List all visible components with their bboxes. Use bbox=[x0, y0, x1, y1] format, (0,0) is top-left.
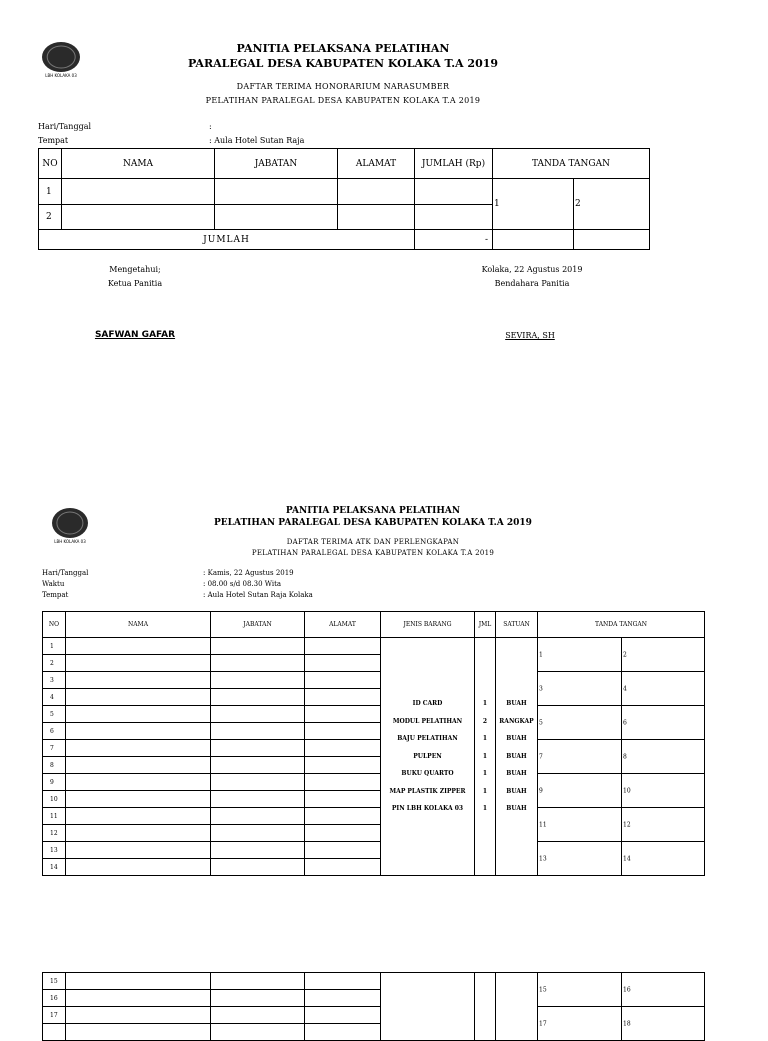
row-no: 15 bbox=[43, 973, 66, 990]
doc2-info-label-date: Hari/Tanggal bbox=[42, 569, 89, 577]
col-alamat: ALAMAT bbox=[338, 149, 415, 179]
item-jenis: MAP PLASTIK ZIPPER bbox=[389, 787, 466, 795]
col-jumlah: JUMLAH (Rp) bbox=[415, 149, 493, 179]
row-no: 2 bbox=[39, 205, 62, 230]
cell-jabatan bbox=[211, 973, 305, 990]
total-sig bbox=[493, 230, 574, 250]
doc1-info-label-place: Tempat bbox=[38, 136, 69, 145]
doc2-info-value-place: : Aula Hotel Sutan Raja Kolaka bbox=[203, 591, 313, 599]
doc2-info-value-date: : Kamis, 22 Agustus 2019 bbox=[203, 569, 294, 577]
col-jenis-barang: JENIS BARANG bbox=[381, 612, 475, 638]
col-jml: JML bbox=[475, 612, 496, 638]
row-no: 6 bbox=[43, 723, 66, 740]
signature-cell: 2 bbox=[574, 179, 650, 230]
cell-alamat bbox=[338, 205, 415, 230]
doc2-subtitle1: DAFTAR TERIMA ATK DAN PERLENGKAPAN bbox=[286, 538, 460, 546]
cell-jabatan bbox=[215, 205, 338, 230]
items-jenis-cell bbox=[381, 638, 475, 876]
cell-nama bbox=[66, 973, 211, 990]
row-no: 8 bbox=[43, 757, 66, 774]
row-no: 1 bbox=[39, 179, 62, 205]
cell-jabatan bbox=[211, 859, 305, 876]
col-no: NO bbox=[43, 612, 66, 638]
item-jml: 1 bbox=[482, 752, 488, 760]
cell-nama bbox=[66, 808, 211, 825]
item-satuan: BUAH bbox=[506, 770, 527, 778]
item-jml: 1 bbox=[482, 805, 488, 813]
signature-cell: 3 bbox=[538, 672, 622, 706]
cell-empty bbox=[211, 1024, 305, 1041]
cell-nama bbox=[62, 205, 215, 230]
col-jabatan: JABATAN bbox=[215, 149, 338, 179]
left-sign-line1: Mengetahui; bbox=[109, 265, 161, 274]
signature-cell: 1 bbox=[493, 179, 574, 230]
cell-nama bbox=[66, 859, 211, 876]
cell-alamat bbox=[305, 825, 381, 842]
doc2-info-value-time: : 08.00 s/d 08.30 Wita bbox=[203, 580, 282, 588]
cell-jabatan bbox=[211, 825, 305, 842]
cell-nama bbox=[66, 1007, 211, 1024]
item-jml: 1 bbox=[482, 787, 488, 795]
cell-nama bbox=[66, 842, 211, 859]
doc1-subtitle1: DAFTAR TERIMA HONORARIUM NARASUMBER bbox=[236, 82, 450, 91]
items-jenis-cell bbox=[381, 973, 475, 1041]
cell-alamat bbox=[305, 740, 381, 757]
col-nama: NAMA bbox=[66, 612, 211, 638]
item-satuan: BUAH bbox=[506, 700, 527, 708]
item-satuan: BUAH bbox=[506, 752, 527, 760]
cell-alamat bbox=[338, 179, 415, 205]
cell-alamat bbox=[305, 689, 381, 706]
signature-cell: 8 bbox=[622, 740, 705, 774]
signature-cell: 18 bbox=[622, 1007, 705, 1041]
cell-jabatan bbox=[211, 757, 305, 774]
item-jml: 2 bbox=[482, 717, 488, 725]
row-no: 4 bbox=[43, 689, 66, 706]
signature-cell: 15 bbox=[538, 973, 622, 1007]
doc1-info-label-date: Hari/Tanggal bbox=[38, 122, 92, 131]
logo-2-caption: LBH KOLAKA 03 bbox=[54, 539, 86, 544]
cell-jabatan bbox=[211, 655, 305, 672]
signature-cell: 12 bbox=[622, 808, 705, 842]
item-jml: 1 bbox=[482, 770, 488, 778]
cell-empty bbox=[305, 1024, 381, 1041]
right-sign-line2: Bendahara Panitia bbox=[494, 279, 570, 288]
signature-cell: 11 bbox=[538, 808, 622, 842]
left-sign-name: SAFWAN GAFAR bbox=[94, 330, 176, 340]
atk-table-continued bbox=[42, 972, 705, 1041]
item-satuan: BUAH bbox=[506, 805, 527, 813]
col-no: NO bbox=[39, 149, 62, 179]
cell-alamat bbox=[305, 706, 381, 723]
doc2-title2: PELATIHAN PARALEGAL DESA KABUPATEN KOLAKA T.A 2019 bbox=[214, 518, 532, 528]
cell-alamat bbox=[305, 808, 381, 825]
col-satuan: SATUAN bbox=[496, 612, 538, 638]
cell-alamat bbox=[305, 638, 381, 655]
cell-jabatan bbox=[211, 723, 305, 740]
row-no: 2 bbox=[43, 655, 66, 672]
cell-nama bbox=[66, 655, 211, 672]
item-jenis: BAJU PELATIHAN bbox=[397, 735, 458, 743]
cell-jabatan bbox=[211, 1007, 305, 1024]
row-no: 14 bbox=[43, 859, 66, 876]
cell-empty bbox=[43, 1024, 66, 1041]
atk-table bbox=[42, 611, 705, 876]
row-no: 11 bbox=[43, 808, 66, 825]
signature-cell: 17 bbox=[538, 1007, 622, 1041]
row-no: 16 bbox=[43, 990, 66, 1007]
total-label: JUMLAH bbox=[39, 230, 415, 250]
signature-cell: 4 bbox=[622, 672, 705, 706]
cell-alamat bbox=[305, 791, 381, 808]
cell-nama bbox=[66, 774, 211, 791]
cell-jabatan bbox=[211, 774, 305, 791]
total-value: - bbox=[415, 230, 493, 250]
signature-cell: 9 bbox=[538, 774, 622, 808]
signature-cell: 7 bbox=[538, 740, 622, 774]
cell-jabatan bbox=[211, 706, 305, 723]
cell-jabatan bbox=[211, 689, 305, 706]
item-satuan: BUAH bbox=[506, 735, 527, 743]
cell-jabatan bbox=[211, 791, 305, 808]
doc2-info-label-place: Tempat bbox=[42, 591, 69, 599]
doc2-subtitle2: PELATIHAN PARALEGAL DESA KABUPATEN KOLAKA T.A 2019 bbox=[251, 549, 495, 557]
signature-cell: 5 bbox=[538, 706, 622, 740]
signature-cell: 10 bbox=[622, 774, 705, 808]
doc2-title1: PANITIA PELAKSANA PELATIHAN bbox=[285, 506, 461, 516]
col-jabatan: JABATAN bbox=[211, 612, 305, 638]
cell-nama bbox=[62, 179, 215, 205]
cell-nama bbox=[66, 757, 211, 774]
doc1-title2: PARALEGAL DESA KABUPATEN KOLAKA T.A 2019 bbox=[187, 57, 499, 70]
signature-cell: 1 bbox=[538, 638, 622, 672]
cell-nama bbox=[66, 638, 211, 655]
cell-alamat bbox=[305, 990, 381, 1007]
cell-nama bbox=[66, 689, 211, 706]
cell-jabatan bbox=[211, 740, 305, 757]
row-no: 17 bbox=[43, 1007, 66, 1024]
right-sign-name: SEVIRA, SH bbox=[505, 331, 555, 340]
cell-jabatan bbox=[211, 990, 305, 1007]
item-satuan: BUAH bbox=[506, 787, 527, 795]
cell-nama bbox=[66, 990, 211, 1007]
signature-cell: 16 bbox=[622, 973, 705, 1007]
left-sign-line2: Ketua Panitia bbox=[107, 279, 163, 288]
signature-cell: 6 bbox=[622, 706, 705, 740]
row-no: 1 bbox=[43, 638, 66, 655]
cell-nama bbox=[66, 672, 211, 689]
right-sign-line1: Kolaka, 22 Agustus 2019 bbox=[481, 265, 583, 274]
item-jenis: MODUL PELATIHAN bbox=[392, 717, 463, 725]
cell-nama bbox=[66, 825, 211, 842]
cell-alamat bbox=[305, 859, 381, 876]
honorarium-table bbox=[38, 148, 650, 250]
row-no: 12 bbox=[43, 825, 66, 842]
row-no: 5 bbox=[43, 706, 66, 723]
doc1-info-value-date: : bbox=[209, 122, 212, 131]
cell-alamat bbox=[305, 973, 381, 990]
col-tanda-tangan: TANDA TANGAN bbox=[493, 149, 650, 179]
col-nama: NAMA bbox=[62, 149, 215, 179]
cell-jabatan bbox=[211, 808, 305, 825]
row-no: 9 bbox=[43, 774, 66, 791]
cell-alamat bbox=[305, 723, 381, 740]
items-satuan-cell bbox=[496, 973, 538, 1041]
cell-jabatan bbox=[211, 842, 305, 859]
row-no: 7 bbox=[43, 740, 66, 757]
row-no: 3 bbox=[43, 672, 66, 689]
cell-empty bbox=[66, 1024, 211, 1041]
item-satuan: RANGKAP bbox=[499, 717, 534, 725]
logo-1-caption: LBH KOLAKA 03 bbox=[45, 73, 77, 78]
cell-alamat bbox=[305, 757, 381, 774]
items-jml-cell bbox=[475, 973, 496, 1041]
cell-nama bbox=[66, 723, 211, 740]
item-jml: 1 bbox=[482, 735, 488, 743]
cell-nama bbox=[66, 740, 211, 757]
row-no: 10 bbox=[43, 791, 66, 808]
total-sig bbox=[574, 230, 650, 250]
cell-nama bbox=[66, 706, 211, 723]
cell-jabatan bbox=[215, 179, 338, 205]
cell-nama bbox=[66, 791, 211, 808]
item-jenis: ID CARD bbox=[412, 700, 443, 708]
row-no: 13 bbox=[43, 842, 66, 859]
doc1-title1: PANITIA PELAKSANA PELATIHAN bbox=[236, 42, 450, 55]
doc1-info-value-place: : Aula Hotel Sutan Raja bbox=[209, 136, 305, 145]
signature-cell: 13 bbox=[538, 842, 622, 876]
item-jenis: BUKU QUARTO bbox=[401, 770, 454, 778]
signature-cell: 2 bbox=[622, 638, 705, 672]
cell-jabatan bbox=[211, 638, 305, 655]
cell-alamat bbox=[305, 842, 381, 859]
item-jenis: PULPEN bbox=[413, 752, 442, 760]
col-tanda-tangan: TANDA TANGAN bbox=[538, 612, 705, 638]
cell-alamat bbox=[305, 774, 381, 791]
col-alamat: ALAMAT bbox=[305, 612, 381, 638]
signature-cell: 14 bbox=[622, 842, 705, 876]
cell-alamat bbox=[305, 672, 381, 689]
cell-alamat bbox=[305, 1007, 381, 1024]
cell-jabatan bbox=[211, 672, 305, 689]
cell-jumlah bbox=[415, 205, 493, 230]
items-satuan-cell bbox=[496, 638, 538, 876]
doc2-info-label-time: Waktu bbox=[42, 580, 65, 588]
item-jenis: PIN LBH KOLAKA 03 bbox=[391, 805, 464, 813]
items-jml-cell bbox=[475, 638, 496, 876]
doc1-subtitle2: PELATIHAN PARALEGAL DESA KABUPATEN KOLAKA T.A 2019 bbox=[205, 96, 481, 105]
cell-jumlah bbox=[415, 179, 493, 205]
item-jml: 1 bbox=[482, 700, 488, 708]
cell-alamat bbox=[305, 655, 381, 672]
